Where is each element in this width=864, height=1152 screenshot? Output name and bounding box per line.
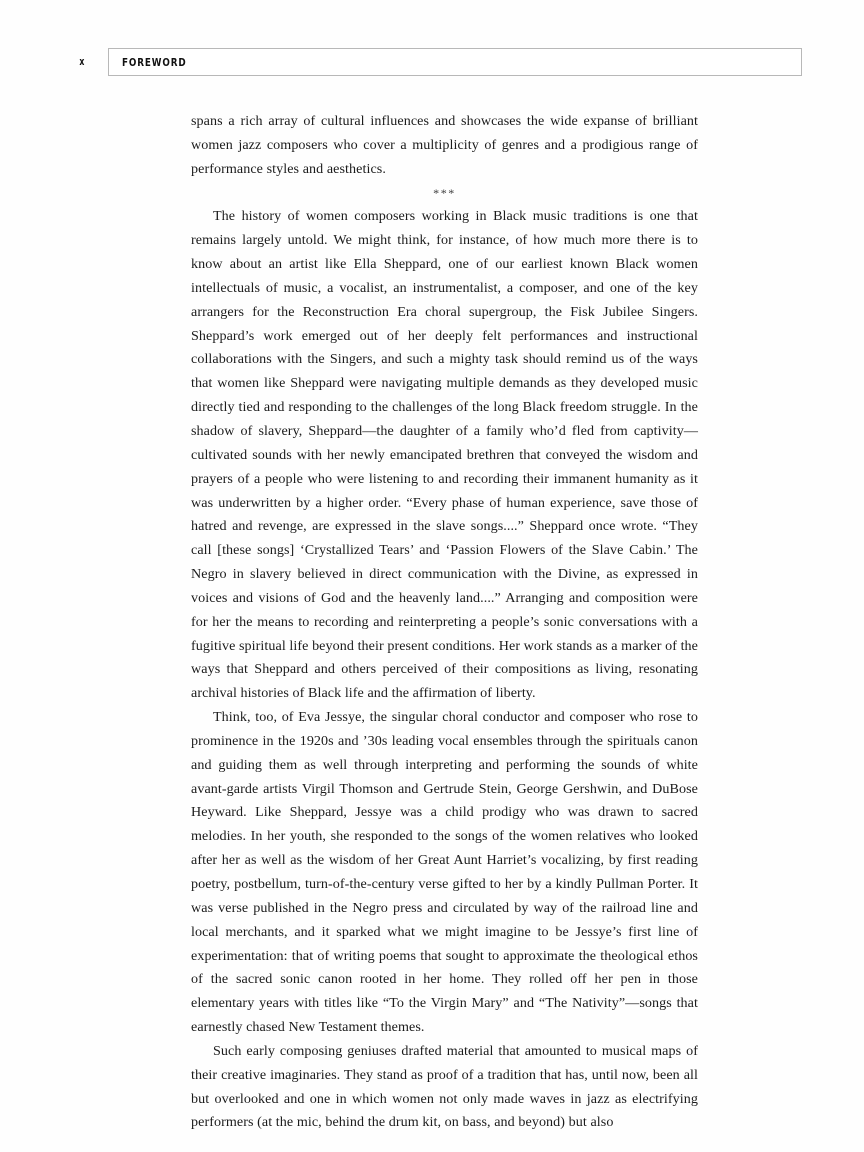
paragraph-geniuses: Such early composing geniuses drafted material that amounted to musical maps of their creative imaginaries. They stand as proof of a tradition that has, until now, been all but overlooked and one in which women not only made waves in jazz as electrifying performers (at the mic, behind the drum kit, on bass, and beyond) but also xyxy=(191,1042,698,1131)
running-head xyxy=(62,48,802,76)
paragraph-continued: spans a rich array of cultural influences and showcases the wide expanse of brilliant women jazz composers who cover a multiplicity of genres and a prodigious range of performance styles and aesthetics. xyxy=(191,113,698,177)
running-head-box xyxy=(108,48,802,76)
section-ornament: *** xyxy=(433,185,456,200)
paragraph-sheppard: The history of women composers working in Black music traditions is one that remains largely untold. We might think, for instance, of how much more there is to know about an artist like Ella Sheppard, one of our earliest known Black women intellectuals of music, a vocalist, an instrumentalist, a composer, and one of the key arrangers for the Reconstruction Era choral supergroup, the Fisk Jubilee Singers. Sheppard’s work emerged out of her deeply felt performances and instructional collaborations with the Singers, and such a mighty task should remind us of the ways that women like Sheppard were navigating multiple demands as they developed music directly tied and responding to the challenges of the long Black freedom struggle. In the shadow of slavery, Sheppard—the daughter of a family who’d fled from captivity—cultivated sounds with her newly emancipated brethren that conveyed the wisdom and prayers of a people who were listening to and recording their immanent humanity as it was underwritten by a higher order. “Every phase of human experience, save those of hatred and revenge, are expressed in the slave songs....” Sheppard once wrote. “They call [these songs] ‘Crystallized Tears’ and ‘Passion Flowers of the Slave Cabin.’ The Negro in slavery believed in direct communication with the Divine, as expressed in voices and visions of God and the heavenly land....” Arranging and composition were for her the means to recording and reinterpreting a people’s sonic conversations with a fugitive spiritual life beyond their present conditions. Her work stands as a marker of the ways that Sheppard and others perceived of their compositions as living, resonating archival histories of Black life and the affirmation of liberty. xyxy=(191,208,698,702)
running-head-title: FOREWORD xyxy=(122,55,187,69)
page-folio-number: x xyxy=(79,56,85,68)
body-text-column xyxy=(191,110,698,1135)
paragraph-jessye: Think, too, of Eva Jessye, the singular choral conductor and composer who rose to prominence in the 1920s and ’30s leading vocal ensembles through the spirituals canon and guiding them as well through interpreting and performing the sounds of white avant-garde artists Virgil Thomson and Gertrude Stein, George Gershwin, and DuBose Heyward. Like Sheppard, Jessye was a child prodigy who was drawn to sacred melodies. In her youth, she responded to the songs of the women relatives who looked after her as well as the wisdom of her Great Aunt Harriet’s vocalizing, by first reading poetry, postbellum, turn-of-the-century verse gifted to her by a kindly Pullman Porter. It was verse published in the Negro press and circulated by way of the railroad line and local merchants, and it sparked what we might imagine to be Jessye’s first line of experimentation: that of writing poems that sought to approximate the theological ethos of the sacred sonic canon rooted in her home. They rolled off her pen in those elementary years with titles like “To the Virgin Mary” and “The Nativity”—songs that earnestly chased New Testament themes. xyxy=(191,709,698,1036)
